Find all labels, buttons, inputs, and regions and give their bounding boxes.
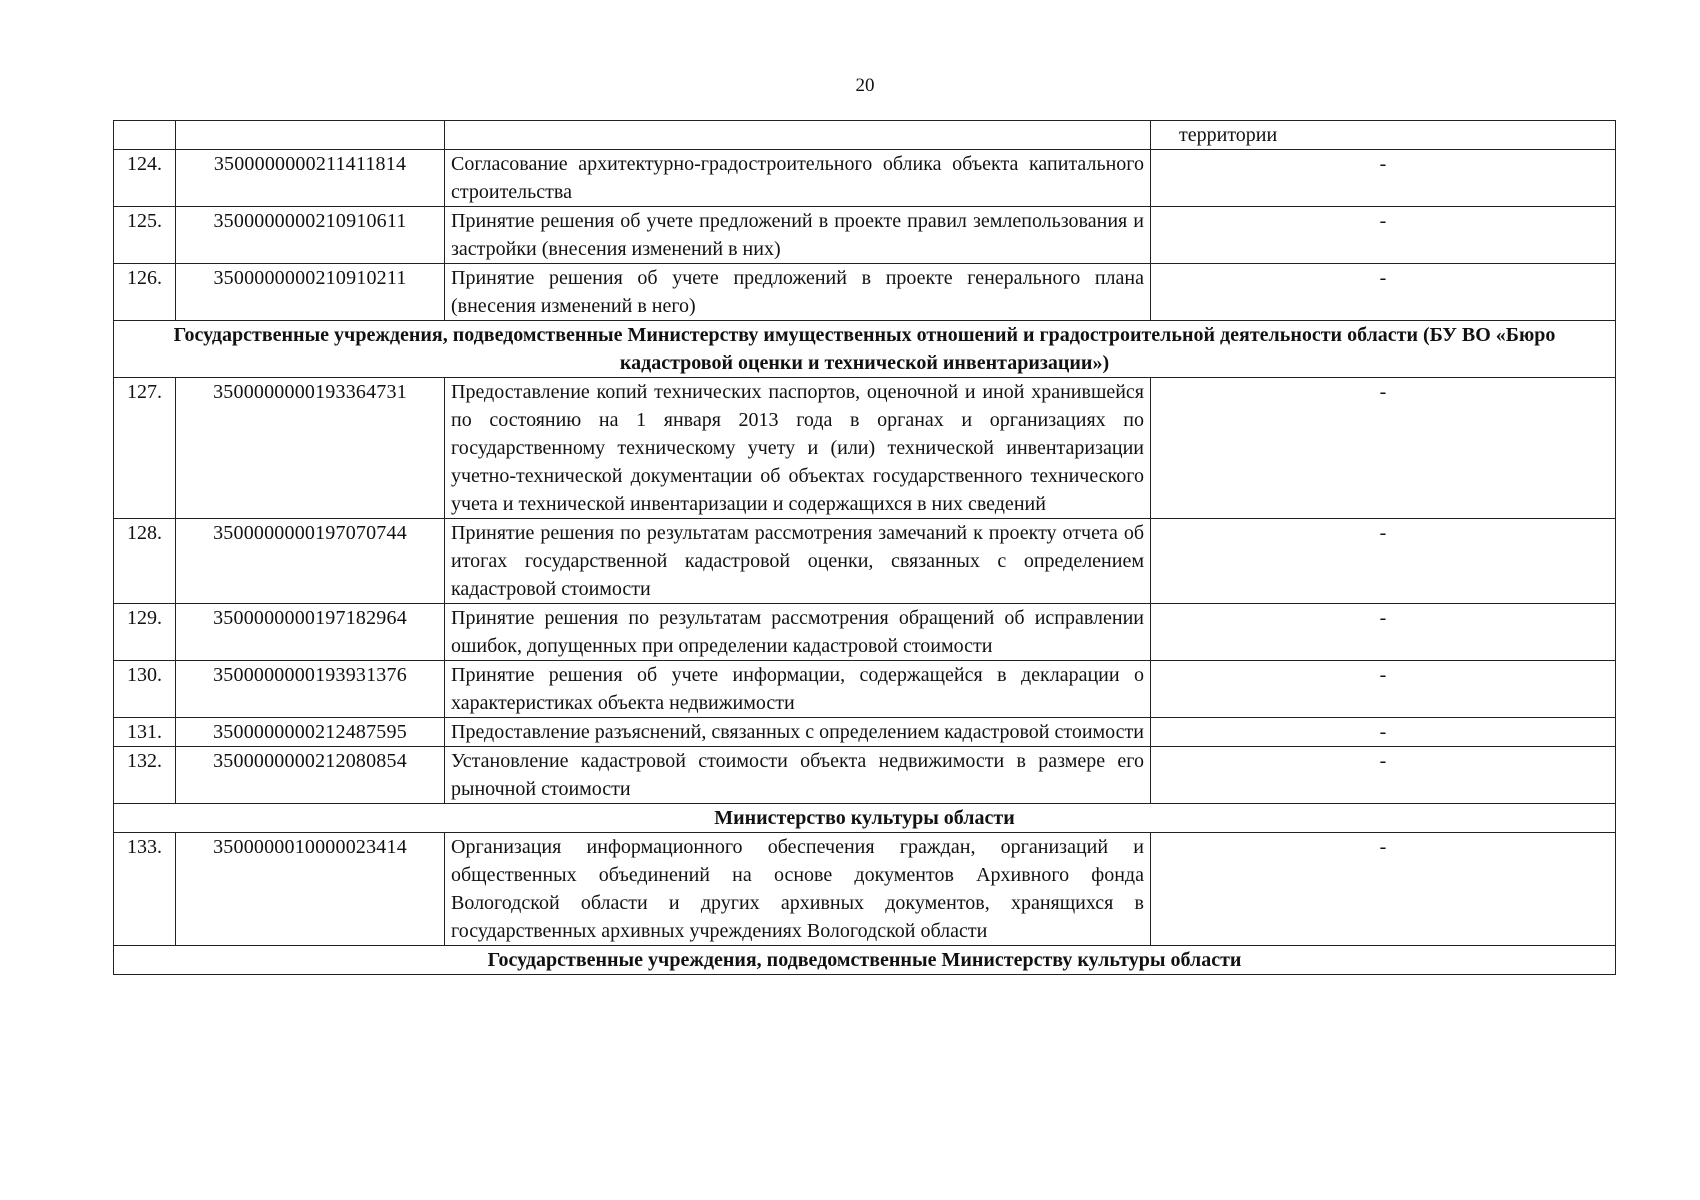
table-row [114, 661, 1616, 718]
name-cell [445, 121, 1151, 150]
row-number: 129. [114, 604, 176, 661]
service-note: - [1151, 519, 1616, 604]
services-registry-table [113, 120, 1616, 975]
code-cell [176, 121, 445, 150]
page-number: 20 [855, 75, 875, 96]
service-note: - [1151, 264, 1616, 321]
service-code: 3500000010000023414 [176, 833, 445, 946]
service-note: - [1151, 150, 1616, 207]
service-name: Согласование архитектурно-градостроительного облика объекта капитального строительства [445, 150, 1151, 207]
section-header-culture-institutions: Государственные учреждения, подведомственные Министерству культуры области [114, 946, 1616, 975]
service-note: - [1151, 604, 1616, 661]
table-row [114, 207, 1616, 264]
service-note: - [1151, 661, 1616, 718]
section-header-culture-ministry: Министерство культуры области [114, 804, 1616, 833]
table-row [114, 519, 1616, 604]
service-note: - [1151, 207, 1616, 264]
service-name: Установление кадастровой стоимости объекта недвижимости в размере его рыночной стоимости [445, 747, 1151, 804]
service-code: 3500000000197182964 [176, 604, 445, 661]
row-number: 126. [114, 264, 176, 321]
section-header-row [114, 804, 1616, 833]
service-name: Организация информационного обеспечения граждан, организаций и общественных объединений на основе документов Архивного фонда Вологодской области и других архивных документов, хранящихся в государственных архивных учреждениях Вологодской области [445, 833, 1151, 946]
table-row-continuation [114, 121, 1616, 150]
service-code: 3500000000210910211 [176, 264, 445, 321]
table-row [114, 150, 1616, 207]
service-code: 3500000000193931376 [176, 661, 445, 718]
service-note: - [1151, 378, 1616, 519]
row-number: 128. [114, 519, 176, 604]
service-code: 3500000000193364731 [176, 378, 445, 519]
row-number: 133. [114, 833, 176, 946]
row-number: 131. [114, 718, 176, 747]
section-header-row [114, 946, 1616, 975]
service-code: 3500000000212080854 [176, 747, 445, 804]
service-code: 3500000000197070744 [176, 519, 445, 604]
table-row [114, 378, 1616, 519]
table-row [114, 264, 1616, 321]
service-name: Принятие решения по результатам рассмотрения замечаний к проекту отчета об итогах государственной кадастровой оценки, связанных с определением кадастровой стоимости [445, 519, 1151, 604]
service-name: Принятие решения по результатам рассмотрения обращений об исправлении ошибок, допущенных при определении кадастровой стоимости [445, 604, 1151, 661]
section-header-property-institutions: Государственные учреждения, подведомственные Министерству имущественных отношений и градостроительной деятельности области (БУ ВО «Бюро кадастровой оценки и технической инвентаризации») [114, 321, 1616, 378]
service-code: 3500000000211411814 [176, 150, 445, 207]
service-name: Принятие решения об учете информации, содержащейся в декларации о характеристиках объекта недвижимости [445, 661, 1151, 718]
table-row [114, 833, 1616, 946]
service-code: 3500000000210910611 [176, 207, 445, 264]
row-number: 125. [114, 207, 176, 264]
service-code: 3500000000212487595 [176, 718, 445, 747]
service-name: Принятие решения об учете предложений в проекте генерального плана (внесения изменений в него) [445, 264, 1151, 321]
note-cell: территории [1151, 121, 1616, 150]
row-number: 132. [114, 747, 176, 804]
table-row [114, 747, 1616, 804]
number-cell [114, 121, 176, 150]
service-name: Принятие решения об учете предложений в проекте правил землепользования и застройки (внесения изменений в них) [445, 207, 1151, 264]
service-name: Предоставление копий технических паспортов, оценочной и иной хранившейся по состоянию на 1 января 2013 года в органах и организациях по государственному техническому учету и (или) технической инвентаризации учетно-технической документации об объектах государственного технического учета и технической инвентаризации и содержащихся в них сведений [445, 378, 1151, 519]
service-note: - [1151, 747, 1616, 804]
service-note: - [1151, 718, 1616, 747]
table-row [114, 604, 1616, 661]
table-row [114, 718, 1616, 747]
section-header-row [114, 321, 1616, 378]
row-number: 127. [114, 378, 176, 519]
row-number: 130. [114, 661, 176, 718]
service-name: Предоставление разъяснений, связанных с определением кадастровой стоимости [445, 718, 1151, 747]
row-number: 124. [114, 150, 176, 207]
service-note: - [1151, 833, 1616, 946]
